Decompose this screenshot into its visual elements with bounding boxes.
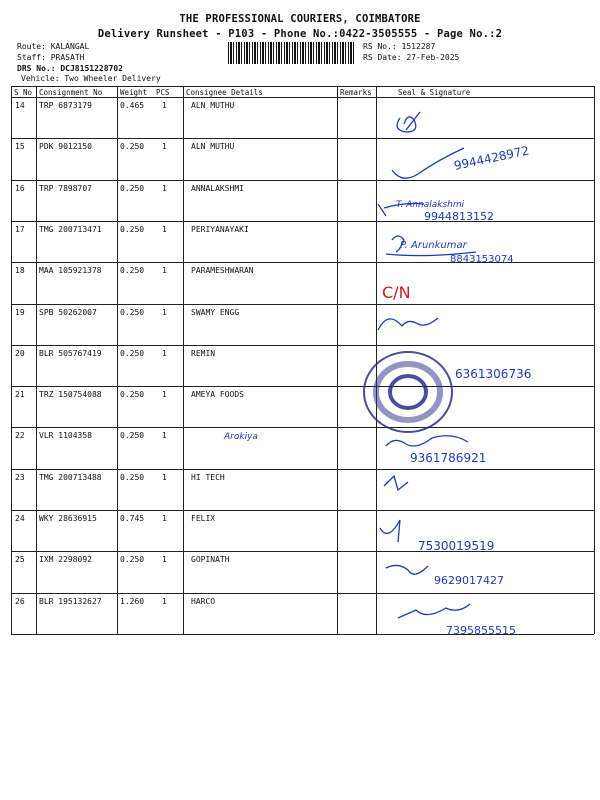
staff-line: Staff: PRASATH (17, 53, 85, 62)
cell-sno: 22 (15, 431, 25, 441)
cell-consignee: PARAMESHWARAN (191, 266, 254, 276)
cell-pcs: 1 (162, 596, 167, 606)
handwritten-remark: C/N (382, 283, 411, 302)
cell-consignee: ALN MUTHU (191, 142, 235, 152)
cell-consignee: HI TECH (191, 472, 225, 482)
cell-consignment: TMG 200713471 (39, 224, 102, 234)
col-header-consignment: Consignment No (39, 88, 103, 97)
cell-pcs: 1 (162, 472, 167, 482)
handwritten-phone: 7395855515 (446, 624, 516, 637)
cell-weight: 0.745 (120, 514, 145, 523)
cell-weight: 0.250 (120, 348, 145, 358)
handwritten-name: T. Annalakshmi (396, 200, 465, 210)
drs-line: DRS No.: DCJ8151228702 (17, 64, 123, 73)
cell-weight: 0.250 (120, 390, 145, 400)
cell-consignment: TRZ 150754088 (39, 390, 102, 400)
row-rule (11, 634, 594, 635)
col-header-consignee: Consignee Details (186, 88, 263, 97)
runsheet-title: Delivery Runsheet - P103 - Phone No.:0422-3505555 - Page No.:2 (97, 28, 503, 40)
cell-weight: 0.250 (120, 472, 145, 482)
cell-sno: 24 (15, 514, 25, 523)
row-rule (11, 262, 594, 263)
cell-consignee: AMEYA FOODS (191, 390, 244, 400)
row-rule (11, 180, 594, 181)
cell-consignment: MAA 105921378 (39, 266, 102, 276)
handwritten-phone: 9629017427 (434, 574, 504, 587)
header-rule (11, 97, 594, 98)
signature-scribble (378, 204, 424, 217)
col-rule (594, 86, 595, 634)
cell-consignment: TMG 200713488 (39, 472, 102, 482)
row-rule (11, 427, 594, 428)
cell-consignee: FELIX (191, 514, 216, 523)
route-line: Route: KALANGAL (17, 42, 90, 51)
col-header-remarks: Remarks (340, 88, 372, 97)
col-header-weight: Weight (120, 88, 148, 97)
row-rule (11, 551, 594, 552)
vehicle-line: Vehicle: Two Wheeler Delivery (21, 74, 161, 83)
signature-scribble (384, 476, 408, 490)
cell-sno: 23 (15, 472, 25, 482)
barcode (228, 42, 354, 64)
handwritten-name: Arokiya (224, 432, 258, 442)
col-header-signature: Seal & Signature (398, 88, 471, 97)
row-rule (11, 345, 594, 346)
signature-scribble (397, 112, 420, 132)
cell-consignee: HARCO (191, 596, 216, 606)
cell-consignment: TRP 7898707 (39, 183, 92, 193)
cell-consignment: WKY 28636915 (39, 514, 97, 523)
row-rule (11, 510, 594, 511)
cell-consignment: VLR 1104358 (39, 431, 92, 441)
cell-pcs: 1 (162, 307, 167, 317)
row-rule (11, 221, 594, 222)
handwritten-name: P. Arunkumar (400, 240, 467, 251)
col-header-pcs: PCS (156, 88, 170, 97)
company-title: THE PROFESSIONAL COURIERS, COIMBATORE (179, 13, 421, 25)
signature-scribble (380, 520, 400, 542)
handwritten-phone: 9944813152 (424, 210, 494, 223)
table-top-rule (11, 86, 594, 87)
cell-weight: 0.465 (120, 101, 145, 110)
cell-weight: 0.250 (120, 307, 145, 317)
cell-consignment: BLR 195132627 (39, 596, 102, 606)
cell-weight: 0.250 (120, 224, 145, 234)
row-rule (11, 138, 594, 139)
check-mark (392, 148, 464, 178)
cell-sno: 16 (15, 183, 25, 193)
cell-consignment: SPB 50262007 (39, 307, 97, 317)
rs-date: RS Date: 27-Feb-2025 (363, 53, 460, 62)
signature-scribble (378, 318, 438, 330)
cell-consignment: IXM 2298092 (39, 555, 92, 565)
cell-sno: 20 (15, 348, 25, 358)
cell-consignee: SWAMY ENGG (191, 307, 240, 317)
cell-weight: 1.260 (120, 596, 145, 606)
row-rule (11, 304, 594, 305)
cell-consignee: ANNALAKSHMI (191, 183, 244, 193)
rs-number: RS No.: 1512287 (363, 42, 436, 51)
cell-consignment: PDK 9012150 (39, 142, 92, 152)
signature-scribble (386, 436, 468, 446)
seal-stamp (364, 352, 452, 432)
cell-sno: 21 (15, 390, 25, 400)
handwritten-phone: 7530019519 (418, 539, 495, 553)
cell-sno: 26 (15, 596, 25, 606)
col-header-sno: S No (14, 88, 33, 97)
handwritten-phone: 9361786921 (410, 451, 487, 465)
cell-weight: 0.250 (120, 142, 145, 152)
row-rule (11, 593, 594, 594)
cell-sno: 19 (15, 307, 25, 317)
signature-scribble (386, 236, 476, 256)
cell-sno: 18 (15, 266, 25, 276)
cell-pcs: 1 (162, 224, 167, 234)
cell-sno: 15 (15, 142, 25, 152)
cell-weight: 0.250 (120, 555, 145, 565)
cell-sno: 17 (15, 224, 25, 234)
cell-sno: 25 (15, 555, 25, 565)
cell-pcs: 1 (162, 101, 167, 110)
signature-scribble (386, 565, 428, 574)
cell-pcs: 1 (162, 555, 167, 565)
cell-weight: 0.250 (120, 183, 145, 193)
cell-pcs: 1 (162, 142, 167, 152)
cell-consignee: REMIN (191, 348, 216, 358)
cell-consignment: TRP 6873179 (39, 101, 92, 110)
cell-weight: 0.250 (120, 431, 145, 441)
cell-pcs: 1 (162, 390, 167, 400)
row-rule (11, 386, 594, 387)
handwritten-phone: 9944428972 (452, 143, 531, 173)
cell-consignee: GOPINATH (191, 555, 230, 565)
cell-consignee: PERIYANAYAKI (191, 224, 249, 234)
cell-pcs: 1 (162, 514, 167, 523)
handwritten-phone: 6361306736 (455, 367, 532, 381)
handwritten-phone: 8843153074 (450, 254, 514, 265)
cell-sno: 14 (15, 101, 25, 110)
signature-scribble (398, 604, 470, 618)
cell-consignee: ALN MUTHU (191, 101, 235, 110)
cell-weight: 0.250 (120, 266, 145, 276)
row-rule (11, 469, 594, 470)
cell-pcs: 1 (162, 183, 167, 193)
cell-pcs: 1 (162, 266, 167, 276)
cell-pcs: 1 (162, 431, 167, 441)
cell-consignment: BLR 505767419 (39, 348, 102, 358)
cell-pcs: 1 (162, 348, 167, 358)
